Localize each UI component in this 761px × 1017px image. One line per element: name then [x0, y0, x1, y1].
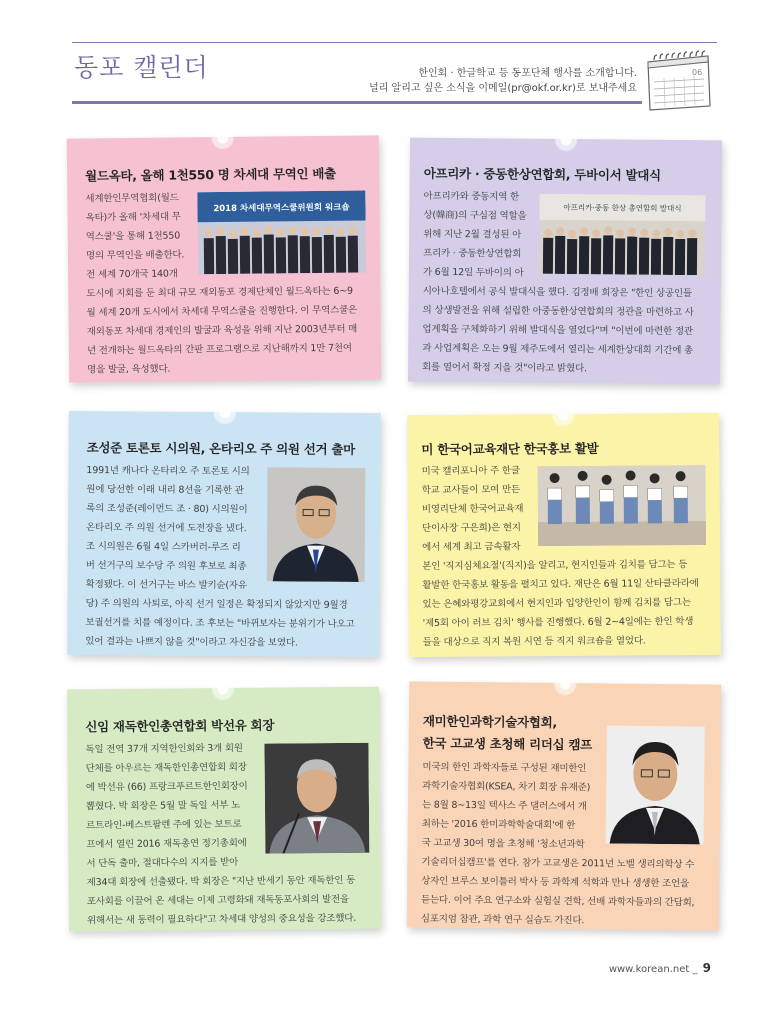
text-line: 당) 주 의원의 사퇴로, 아직 선거 일정은 확정되지 않았지만 9월경: [85, 598, 348, 611]
text-line: 있는 은혜와평강교회에서 현지인과 입양한인이 함께 김치를 담그는: [422, 597, 691, 610]
intro-line-2: 널리 알리고 싶은 소식을 이메일(pr@okf.or.kr)로 보내주세요: [369, 83, 637, 94]
note-title-line-2: 한국 고교생 초청해 리더십 캠프: [422, 735, 593, 753]
footer-separator: _: [692, 964, 698, 975]
text-line: '제5회 아이 러브 김치' 행사를 진행했다. 6월 2~4일에는 한인 학생: [422, 616, 694, 629]
text-line: 명의 무역인을 배출한다.: [85, 249, 185, 262]
text-line: 1991년 캐나다 온타리오 주 토론토 시의: [86, 465, 250, 478]
note-africa-middle-east: [408, 138, 722, 385]
text-line: 있어 결과는 나쁘지 않을 것"이라고 자신감을 보였다.: [85, 636, 298, 649]
text-line: 업계획을 구체화하기 위해 발대식을 열었다"며 "이번에 마련한 정관: [422, 323, 693, 338]
text-line: 역스쿨'을 통해 1천550: [85, 230, 181, 243]
text-line: 심포지엄 참관, 과학 연구 실습도 가진다.: [420, 913, 585, 927]
text-line: 본인 '직지심체요절'(직지)을 알리고, 현지인들과 김치를 담그는 등: [422, 559, 688, 572]
note-germany-association: [67, 687, 381, 932]
note-title: 월드옥타, 올해 1천550 명 차세대 무역인 배출: [85, 165, 336, 184]
pushpin-icon: [553, 127, 579, 153]
note-title: 미 한국어교육재단 한국홍보 활발: [421, 440, 599, 457]
page-footer: [609, 961, 711, 975]
banner-text: 아프리카·중동 한상 총연합회 발대식: [563, 202, 682, 214]
pushpin-icon: [550, 402, 576, 428]
text-line: 보궐선거를 치를 예정이다. 조 후보는 "바뀌보자는 분위기가 나오고: [85, 617, 355, 630]
portrait-photo: [267, 467, 366, 582]
header-top-rule: [72, 42, 717, 43]
portrait-photo: [264, 743, 369, 854]
text-line: 단이사장 구은희)은 현지: [421, 522, 521, 534]
text-line: 미국의 한인 과학자들로 구성된 재미한인: [422, 761, 587, 775]
text-line: 가 6월 12일 두바이의 아: [422, 266, 524, 279]
note-title: 신임 재독한인총연합회 박선유 회장: [85, 717, 275, 735]
banner-text: 2018 차세대무역스쿨위원회 워크숍: [213, 202, 350, 215]
pushpin-icon: [552, 671, 578, 697]
text-line: 포사회를 이끌어 온 세대는 이제 고령화돼 재독동포사회의 발전을: [86, 893, 349, 908]
text-line: 버 선거구의 보수당 주 의원 후보로 최종: [85, 560, 247, 573]
text-line: 온타리오 주 의원 선거에 도전장을 냈다.: [86, 522, 247, 535]
note-worldokta: [67, 135, 382, 382]
text-line: 도시에 지회를 둔 최대 규모 재외동포 경제단체인 월드옥타는 6~9: [86, 285, 353, 300]
pushpin-icon: [210, 676, 236, 702]
portrait-photo: [606, 725, 705, 844]
text-line: 세계한인무역협회(월드: [85, 192, 179, 205]
text-line: 위해서는 새 동력이 필요하다"고 차세대 양성의 중요성을 강조했다.: [86, 912, 357, 927]
pushpin-icon: [210, 125, 236, 151]
text-line: 년 전개하는 월드옥타의 간판 프로그램으로 지난해까지 1만 7천여: [86, 342, 352, 357]
note-ksea-camp: [407, 681, 722, 930]
page-number: 9: [702, 961, 711, 975]
text-line: 위해 지난 2월 결성된 아: [423, 228, 522, 241]
text-line: 명을 발굴, 육성했다.: [87, 363, 171, 376]
text-line: 기술리더십캠프'를 연다. 참가 고교생은 2011년 노벨 생리의학상 수: [421, 856, 695, 871]
header-bottom-rule: [72, 101, 642, 104]
text-line: 독일 전역 37개 지역한인회와 3개 회원: [85, 742, 243, 756]
text-line: 원에 당선한 이래 내리 8선을 기록한 관: [86, 484, 244, 497]
text-line: 시아나호텔에서 공식 발대식을 했다. 김정배 회장은 "한인 상공인들: [422, 285, 692, 300]
text-line: 프에서 열린 2016 재독총연 정기총회에: [86, 837, 247, 851]
group-photo: [197, 191, 366, 275]
text-line: 듣는다. 이어 주요 연구소와 실험실 견학, 선배 과학자들과의 간담회,: [420, 894, 695, 909]
text-line: 르트라인-베스트팔렌 주에 있는 보트로: [86, 818, 242, 832]
text-line: 월 세계 20개 도시에서 차세대 무역스쿨을 진행한다. 이 무역스쿨은: [86, 304, 358, 319]
text-line: 록의 조성준(레이먼드 조 · 80) 시의원이: [86, 503, 248, 516]
text-line: 들을 대상으로 직지 복원 시연 등 직지 워크숍을 열었다.: [422, 635, 646, 648]
text-line: 뽑혔다. 박 회장은 5월 말 독일 서부 노: [85, 799, 241, 813]
footer-site: www.korean.net: [608, 964, 690, 975]
page-title: 동포 캘린더: [74, 53, 209, 82]
text-line: 단체를 아우르는 재독한인총연합회 회장: [85, 761, 247, 775]
text-line: 의 상생발전을 위해 설립한 아중동한상연합회의 정관을 마련하고 사: [422, 304, 694, 319]
note-toronto-councilor: [67, 411, 381, 657]
intro-line-1: 한인회 · 한글학교 등 동포단체 행사를 소개합니다.: [418, 68, 637, 79]
text-line: 재외동포 차세대 경제인의 발굴과 육성을 위해 지난 2003년부터 매: [86, 323, 358, 338]
text-line: 상(韓商)의 구심점 역할을: [423, 209, 527, 222]
text-line: 국 고교생 30여 명을 초청해 '청소년과학: [421, 837, 585, 851]
text-line: 옥타)가 올해 '차세대 무: [85, 211, 181, 224]
text-line: 활발한 한국홍보 활동을 펼치고 있다. 재단은 6월 11일 산타클라라에: [422, 578, 699, 591]
calendar-icon: [644, 48, 714, 112]
text-line: 서 단독 출마, 절대다수의 지지를 받아: [86, 856, 239, 870]
text-line: 비영리단체 한국어교육재: [421, 503, 524, 515]
text-line: 프리카 · 중동한상연합회: [423, 247, 522, 260]
note-title: 재미한인과학기술자협회,: [422, 713, 557, 730]
text-line: 제34대 회장에 선출됐다. 박 회장은 "지난 반세기 동안 재독한인 동: [86, 874, 356, 889]
text-line: 회를 열어서 확정 지을 것"이라고 밝혔다.: [422, 361, 587, 375]
text-line: 는 8월 8~13일 텍사스 주 댈러스에서 개: [421, 799, 587, 813]
group-photo: [538, 465, 707, 546]
group-photo: [539, 194, 706, 275]
header-intro: [369, 66, 637, 96]
note-korean-education-foundation: [407, 413, 721, 657]
text-line: 과 사업계획은 오는 9월 제주도에서 열리는 세계한상대회 기간에 총: [422, 342, 694, 357]
svg-text:06: 06: [692, 68, 703, 77]
text-line: 상자인 브루스 보이틀러 박사 등 과학계 석학과 만나 생생한 조언을: [421, 875, 690, 890]
note-title: 조성준 토론토 시의원, 온타리오 주 의원 선거 출마: [86, 440, 355, 457]
text-line: 전 세계 70개국 140개: [86, 268, 178, 281]
text-line: 확정됐다. 이 선거구는 바스 발키슌(자유: [85, 579, 247, 592]
text-line: 아프리카와 중동지역 한: [423, 190, 520, 203]
text-line: 조 시의원은 6월 4일 스카버러-루즈 리: [85, 541, 241, 554]
text-line: 에서 세계 최고 금속활자: [422, 541, 521, 553]
text-line: 최하는 '2016 한미과학학술대회'에 한: [421, 818, 576, 832]
note-title: 아프리카 · 중동한상연합회, 두바이서 발대식: [423, 165, 661, 183]
pushpin-icon: [212, 400, 238, 426]
text-line: 과학기술자협회(KSEA, 차기 회장 유재준): [422, 780, 591, 794]
text-line: 학교 교사들이 모여 만든: [421, 484, 520, 496]
text-line: 미국 캘리포니아 주 한글: [421, 465, 520, 477]
text-line: 에 박선유 (66) 프랑크푸르트한인회장이: [85, 780, 248, 794]
